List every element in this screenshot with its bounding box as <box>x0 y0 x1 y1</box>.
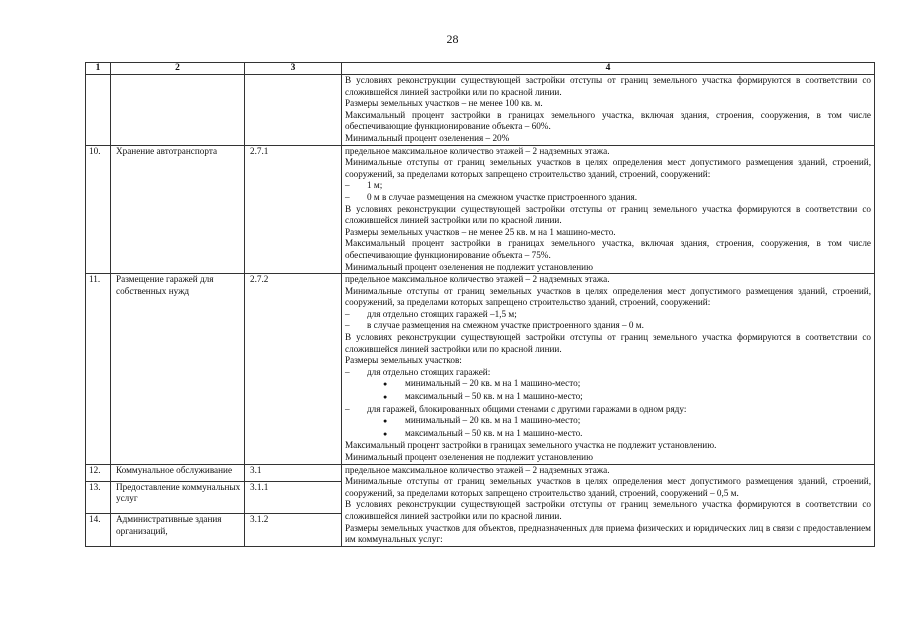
param-text: Минимальные отступы от границ земельных участков в целях определения мест допустимого размещения зданий, строений, сооружений, за пределами которых запрещено строительство зданий, строений, сооружений – 0,5 м. <box>345 476 871 498</box>
dash-marker: – <box>345 180 350 191</box>
table-row-11 <box>86 274 875 465</box>
dash-item: – 0 м в случае размещения на смежном участке пристроенного здания. <box>345 191 638 202</box>
table-row-12 <box>86 464 875 481</box>
row-code: 3.1.2 <box>245 514 342 547</box>
dash-item: – для отдельно стоящих гаражей –1,5 м; <box>345 308 517 319</box>
cell-num <box>86 75 111 146</box>
row-code: 2.7.1 <box>245 145 342 274</box>
bullet-marker: ● <box>383 380 388 389</box>
row-number: 13. <box>86 481 111 514</box>
bullet-item: ● минимальный – 20 кв. м на 1 машино-место; <box>345 378 871 391</box>
dash-marker: – <box>345 403 350 414</box>
dash-marker: – <box>345 320 350 331</box>
param-text: Максимальный процент застройки в границах земельного участка, включая здания, строения, сооружения, в том числе обеспечивающие функционирование объекта – 75%. <box>345 238 871 260</box>
param-text: предельное максимальное количество этажей – 2 надземных этажа. <box>345 145 610 156</box>
param-text: В условиях реконструкции существующей застройки отступы от границ земельного участка формируются в соответствии со сложившейся линией застройки или по красной линии. <box>345 203 871 226</box>
row-code: 3.1 <box>245 464 342 481</box>
param-text: Размеры земельных участков для объектов, предназначенных для приема физических и юридических лиц в связи с предоставлением им коммунальных услуг: <box>345 522 871 545</box>
param-text: предельное максимальное количество этажей – 2 надземных этажа. <box>345 274 610 285</box>
cell-params <box>342 274 875 465</box>
bullet-item: ● максимальный – 50 кв. м на 1 машино-место; <box>345 391 871 404</box>
header-col-1: 1 <box>86 63 111 75</box>
dash-item: – 1 м; <box>345 180 383 191</box>
row-name: Хранение автотранспорта <box>111 145 245 274</box>
param-text: В условиях реконструкции существующей застройки отступы от границ земельного участка формируются в соответствии со сложившейся линией застройки или по красной линии. <box>345 499 871 521</box>
param-text: В условиях реконструкции существующей застройки отступы от границ земельного участка формируются в соответствии со сложившейся линией застройки или по красной линии. <box>345 332 871 354</box>
param-text: Минимальный процент озеленения не подлежит установлению <box>345 452 593 462</box>
bullet-marker: ● <box>383 393 388 402</box>
dash-item: – для отдельно стоящих гаражей: <box>345 366 491 377</box>
param-text: Минимальный процент озеленения не подлежит установлению <box>345 261 593 272</box>
row-number: 14. <box>86 514 111 547</box>
row-number: 11. <box>86 274 111 465</box>
dash-item: – в случае размещения на смежном участке пристроенного здания – 0 м. <box>345 320 644 331</box>
row-number: 10. <box>86 145 111 274</box>
param-text: Размеры земельных участков – не менее 25 кв. м на 1 машино-место. <box>345 226 616 237</box>
cell-params <box>342 464 875 546</box>
header-col-4: 4 <box>342 63 875 75</box>
header-col-3: 3 <box>245 63 342 75</box>
bullet-marker: ● <box>383 417 388 426</box>
param-text: Размеры земельных участков – не менее 100 кв. м. <box>345 98 543 109</box>
row-number: 12. <box>86 464 111 481</box>
row-code: 2.7.2 <box>245 274 342 465</box>
cell-code <box>245 75 342 146</box>
dash-item: – для гаражей, блокированных общими стенами с другими гаражами в одном ряду: <box>345 403 687 414</box>
table-row-10 <box>86 145 875 274</box>
row-name: Административные здания организаций, <box>111 514 245 547</box>
row-code: 3.1.1 <box>245 481 342 514</box>
header-col-2: 2 <box>111 63 245 75</box>
bullet-marker: ● <box>383 429 388 438</box>
param-text: Максимальный процент застройки в границах земельного участка не подлежит установлению. <box>345 440 717 451</box>
row-name: Коммунальное обслуживание <box>111 464 245 481</box>
table-header-row <box>86 63 875 75</box>
param-text: В условиях реконструкции существующей застройки отступы от границ земельного участка формируются в соответствии со сложившейся линией застройки или по красной линии. <box>345 75 871 97</box>
cell-params <box>342 145 875 274</box>
param-text: Размеры земельных участков: <box>345 355 462 366</box>
dash-marker: – <box>345 191 350 202</box>
dash-marker: – <box>345 366 350 377</box>
dash-marker: – <box>345 308 350 319</box>
regulations-table <box>85 62 875 547</box>
param-text: Минимальный процент озеленения – 20% <box>345 132 510 143</box>
cell-params <box>342 75 875 146</box>
bullet-item: ● максимальный – 50 кв. м на 1 машино-место. <box>345 428 871 441</box>
cell-name <box>111 75 245 146</box>
param-text: предельное максимальное количество этажей – 2 надземных этажа. <box>345 464 610 475</box>
table-row-continuation <box>86 75 875 146</box>
row-name: Размещение гаражей для собственных нужд <box>111 274 245 465</box>
param-text: Максимальный процент застройки в границах земельного участка, включая здания, строения, сооружения, в том числе обеспечивающие функционирование объекта – 60%. <box>345 109 871 132</box>
bullet-item: ● минимальный – 20 кв. м на 1 машино-место; <box>345 415 871 428</box>
row-name: Предоставление коммунальных услуг <box>111 481 245 514</box>
page-number: 28 <box>446 32 459 46</box>
param-text: Минимальные отступы от границ земельных участков в целях определения мест допустимого размещения зданий, строений, сооружений, за пределами которых запрещено строительство зданий, строений, сооружений: <box>345 157 871 179</box>
param-text: Минимальные отступы от границ земельных участков в целях определения мест допустимого размещения зданий, строений, сооружений, за пределами которых запрещено строительство зданий, строений, сооружений: <box>345 285 871 308</box>
